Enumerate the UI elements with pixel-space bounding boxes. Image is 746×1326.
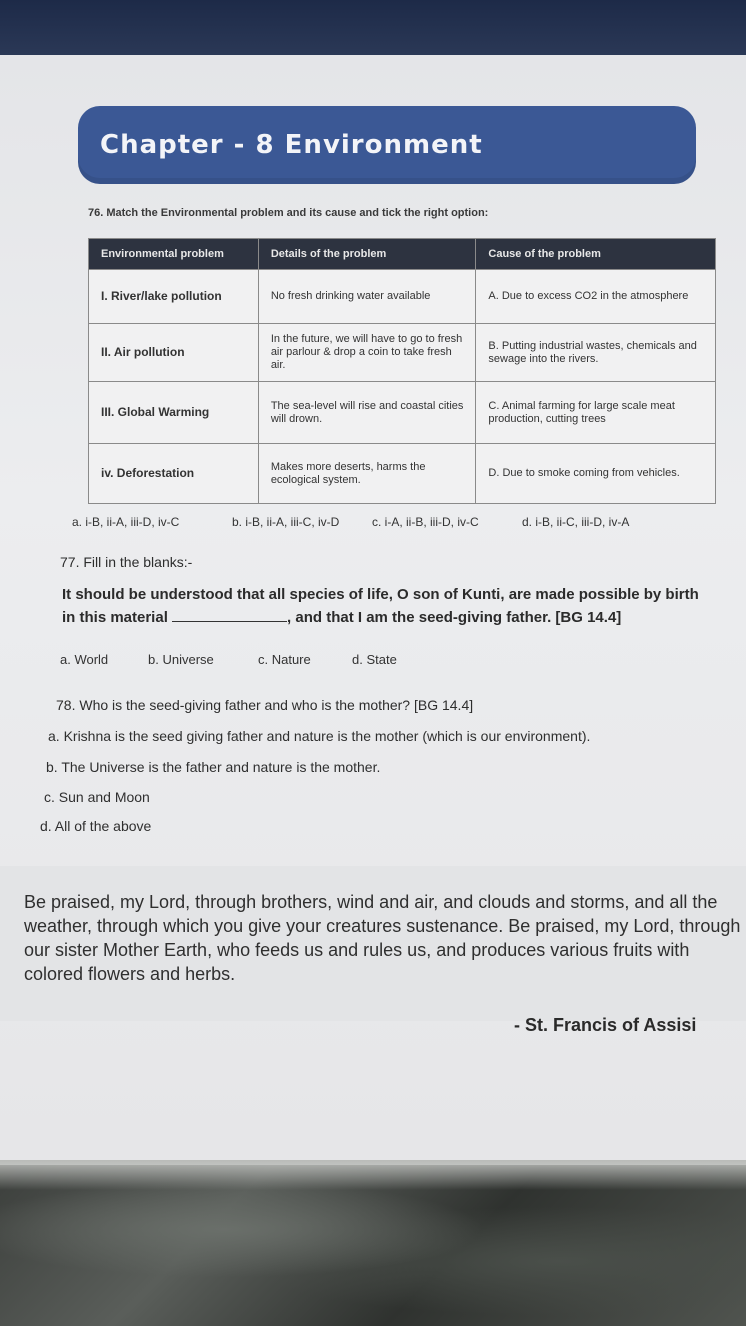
option-76-d[interactable]: d. i-B, ii-C, iii-D, iv-A (522, 515, 630, 529)
option-78-c[interactable]: c. Sun and Moon (44, 789, 150, 805)
table-row (89, 444, 716, 504)
problem-cell: I. River/lake pollution (89, 270, 259, 324)
match-table (88, 238, 716, 504)
problem-cell: II. Air pollution (89, 324, 259, 382)
sentence-start: It should be understood that all species of life, O son of Kunti, are made possible by birth in this material (62, 586, 699, 626)
table-row (89, 324, 716, 382)
header-cause: Cause of the problem (476, 239, 716, 270)
option-77-b[interactable]: b. Universe (148, 652, 214, 667)
problem-cell: iv. Deforestation (89, 444, 259, 504)
details-cell: Makes more deserts, harms the ecological system. (258, 444, 476, 504)
quote-author: - St. Francis of Assisi (514, 1015, 697, 1035)
problem-cell: III. Global Warming (89, 382, 259, 444)
option-76-a[interactable]: a. i-B, ii-A, iii-D, iv-C (72, 515, 180, 529)
question-78: 78. Who is the seed-giving father and who is the mother? [BG 14.4] (56, 697, 474, 713)
option-78-a[interactable]: a. Krishna is the seed giving father and nature is the mother (which is our environment). (48, 728, 591, 744)
option-76-b[interactable]: b. i-B, ii-A, iii-C, iv-D (232, 515, 340, 529)
chapter-title: Chapter - 8 Environment (100, 130, 483, 160)
blank-field[interactable] (172, 607, 287, 622)
details-cell: The sea-level will rise and coastal cities will drown. (258, 382, 476, 444)
details-cell: In the future, we will have to go to fresh air parlour & drop a coin to take fresh air. (258, 324, 476, 382)
option-78-b[interactable]: b. The Universe is the father and nature is the mother. (46, 759, 381, 775)
cause-cell: A. Due to excess CO2 in the atmosphere (476, 270, 716, 324)
quote-text: Be praised, my Lord, through brothers, wind and air, and clouds and storms, and all the weather, through which you give your creatures sustenance. Be praised, my Lord, through our sister Mother Earth, who feeds us and rules us, and produces various fruits with colored flowers and herbs. (24, 892, 741, 984)
sentence-end: , and that I am the seed-giving father. [BG 14.4] (287, 609, 622, 626)
option-76-c[interactable]: c. i-A, ii-B, iii-D, iv-C (372, 515, 479, 529)
header-details: Details of the problem (258, 239, 476, 270)
option-77-c[interactable]: c. Nature (258, 652, 311, 667)
cause-cell: C. Animal farming for large scale meat production, cutting trees (476, 382, 716, 444)
header-problem: Environmental problem (89, 239, 259, 270)
details-cell: No fresh drinking water available (258, 270, 476, 324)
option-77-d[interactable]: d. State (352, 652, 397, 667)
option-78-d[interactable]: d. All of the above (40, 818, 152, 834)
question-76: 76. Match the Environmental problem and its cause and tick the right option: (88, 207, 489, 219)
table-header-row (89, 239, 716, 270)
floor-edge (0, 1160, 746, 1190)
fill-in-sentence (62, 583, 712, 629)
cause-cell: D. Due to smoke coming from vehicles. (476, 444, 716, 504)
option-77-a[interactable]: a. World (60, 652, 109, 667)
table-row (89, 270, 716, 324)
cause-cell: B. Putting industrial wastes, chemicals and sewage into the rivers. (476, 324, 716, 382)
table-row (89, 382, 716, 444)
question-77: 77. Fill in the blanks:- (60, 554, 193, 570)
